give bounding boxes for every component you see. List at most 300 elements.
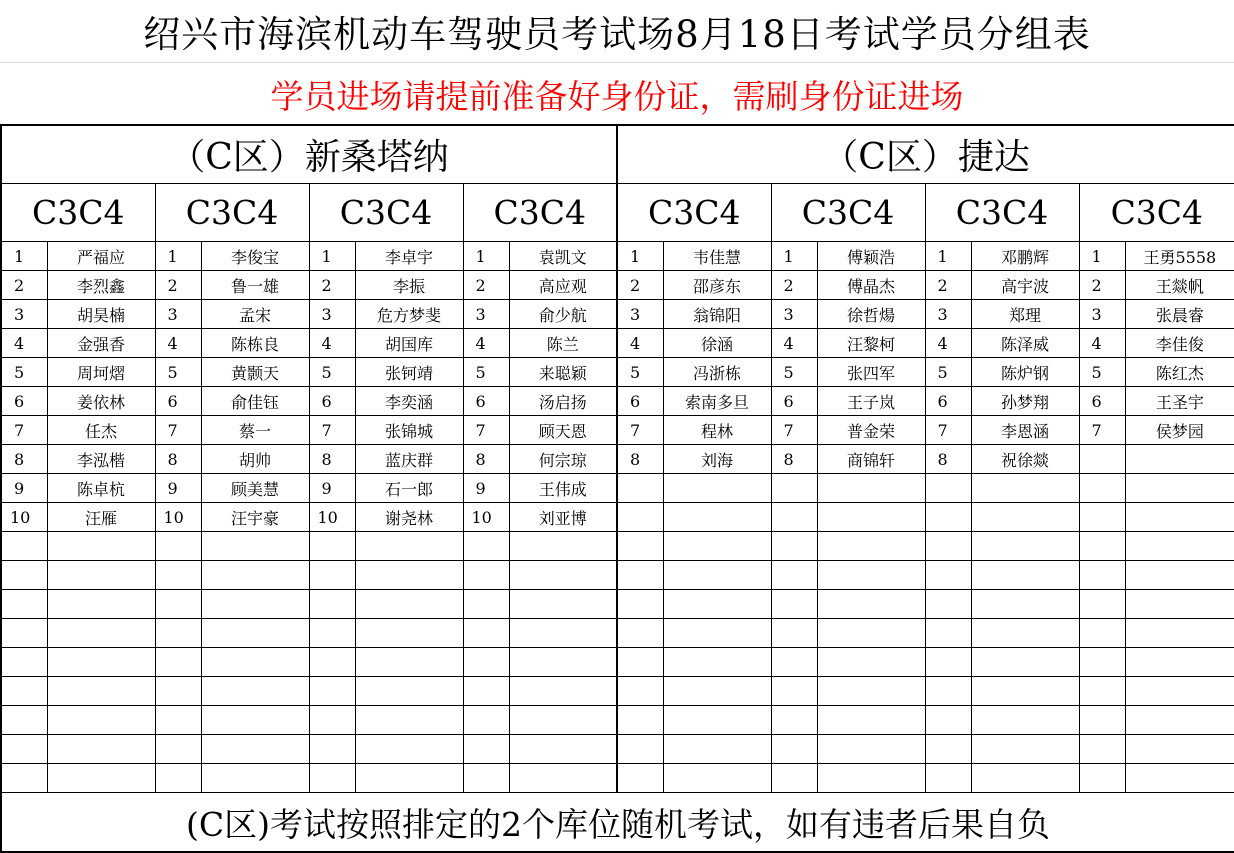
student-name: 李泓楷 [47,445,155,474]
student-name: 汪宇豪 [201,503,309,532]
empty-cell [617,590,663,619]
student-name: 汪黎柯 [817,329,925,358]
empty-cell [925,532,971,561]
empty-cell [155,532,201,561]
empty-cell [663,561,771,590]
empty-cell [663,735,771,764]
empty-cell [663,619,771,648]
empty-cell [509,764,617,793]
seat-number: 8 [925,445,971,474]
seat-number: 2 [463,271,509,300]
empty-cell [47,677,155,706]
student-name: 李振 [355,271,463,300]
empty-cell [1079,532,1125,561]
seat-number: 1 [155,242,201,271]
empty-cell [201,619,309,648]
empty-cell [925,735,971,764]
student-name: 金强香 [47,329,155,358]
seat-number: 2 [1079,271,1125,300]
seat-number: 4 [309,329,355,358]
seat-number: 4 [617,329,663,358]
student-name: 谢尧林 [355,503,463,532]
seat-number: 8 [617,445,663,474]
area-header-jetta: （C区）捷达 [617,125,1234,184]
seat-number: 4 [1,329,47,358]
group-code-header: C3C4 [1079,184,1234,242]
empty-cell [463,532,509,561]
seat-number: 2 [309,271,355,300]
student-name: 傅晶杰 [817,271,925,300]
empty-cell [463,561,509,590]
empty-cell [617,706,663,735]
empty-cell [47,764,155,793]
student-name: 祝徐燚 [971,445,1079,474]
empty-cell [1079,735,1125,764]
empty-cell [925,561,971,590]
empty-cell [1125,648,1234,677]
empty-cell [201,764,309,793]
empty-cell [663,648,771,677]
seat-number: 6 [1,387,47,416]
empty-cell [1,532,47,561]
student-name: 俞佳钰 [201,387,309,416]
empty-cell [817,590,925,619]
empty-cell [925,764,971,793]
seat-number: 7 [1079,416,1125,445]
table-row [1,271,1234,300]
student-name: 顾美慧 [201,474,309,503]
seat-number: 1 [1,242,47,271]
empty-cell [971,532,1079,561]
empty-cell [355,735,463,764]
empty-cell [971,503,1079,532]
seat-number: 7 [309,416,355,445]
empty-cell [925,503,971,532]
table-row [1,358,1234,387]
empty-cell [617,561,663,590]
seat-number: 3 [1,300,47,329]
seat-number: 7 [1,416,47,445]
student-name: 鲁一雄 [201,271,309,300]
empty-cell [1079,764,1125,793]
group-code-header: C3C4 [155,184,309,242]
empty-cell [309,706,355,735]
seat-number: 5 [771,358,817,387]
student-name: 汪雁 [47,503,155,532]
student-name: 危方梦斐 [355,300,463,329]
student-name: 程林 [663,416,771,445]
student-name: 高应观 [509,271,617,300]
empty-cell [155,706,201,735]
student-name: 王子岚 [817,387,925,416]
empty-cell [1125,561,1234,590]
empty-cell [155,764,201,793]
empty-cell [617,474,663,503]
empty-cell [509,532,617,561]
empty-cell [309,677,355,706]
seat-number: 1 [925,242,971,271]
table-row [1,590,1234,619]
student-name: 李佳俊 [1125,329,1234,358]
student-name: 周坷熠 [47,358,155,387]
empty-cell [1079,677,1125,706]
student-name: 李奕涵 [355,387,463,416]
student-name: 韦佳慧 [663,242,771,271]
empty-cell [1125,619,1234,648]
empty-cell [47,706,155,735]
empty-cell [1125,764,1234,793]
empty-cell [1,677,47,706]
student-name: 俞少航 [509,300,617,329]
empty-cell [463,619,509,648]
empty-cell [201,706,309,735]
student-name: 石一郎 [355,474,463,503]
seat-number: 4 [1079,329,1125,358]
empty-cell [509,619,617,648]
empty-cell [817,764,925,793]
grouping-table [0,124,1234,853]
seat-number: 6 [463,387,509,416]
empty-cell [771,619,817,648]
seat-number: 5 [155,358,201,387]
table-row [1,677,1234,706]
student-name: 姜依林 [47,387,155,416]
student-name: 刘海 [663,445,771,474]
empty-cell [463,648,509,677]
student-name: 索南多旦 [663,387,771,416]
page-title: 绍兴市海滨机动车驾驶员考试场8月18日考试学员分组表 [143,13,1091,56]
empty-cell [1,706,47,735]
empty-cell [355,561,463,590]
seat-number: 6 [155,387,201,416]
group-code-header: C3C4 [309,184,463,242]
empty-cell [155,590,201,619]
student-name: 蓝庆群 [355,445,463,474]
student-name: 胡昊楠 [47,300,155,329]
empty-cell [155,561,201,590]
student-name: 陈兰 [509,329,617,358]
empty-cell [201,735,309,764]
empty-cell [509,706,617,735]
seat-number: 5 [1,358,47,387]
student-name: 陈红杰 [1125,358,1234,387]
student-name: 张晨睿 [1125,300,1234,329]
empty-cell [1125,590,1234,619]
empty-cell [971,764,1079,793]
empty-cell [925,706,971,735]
table-row [1,503,1234,532]
seat-number: 1 [1079,242,1125,271]
empty-cell [971,648,1079,677]
empty-cell [663,503,771,532]
empty-cell [201,677,309,706]
seat-number: 8 [155,445,201,474]
empty-cell [925,619,971,648]
empty-cell [617,648,663,677]
seat-number: 5 [1079,358,1125,387]
empty-cell [1079,648,1125,677]
student-name: 袁凯文 [509,242,617,271]
seat-number: 1 [771,242,817,271]
seat-number: 5 [925,358,971,387]
empty-cell [1125,474,1234,503]
seat-number: 1 [617,242,663,271]
empty-cell [817,735,925,764]
area-header-row [1,125,1234,184]
empty-cell [663,764,771,793]
student-name: 王伟成 [509,474,617,503]
empty-cell [155,619,201,648]
empty-cell [817,474,925,503]
table-row [1,735,1234,764]
empty-cell [309,648,355,677]
empty-cell [971,619,1079,648]
empty-cell [663,590,771,619]
empty-cell [817,648,925,677]
empty-cell [971,706,1079,735]
empty-cell [463,735,509,764]
empty-cell [309,764,355,793]
empty-cell [1079,619,1125,648]
table-row [1,445,1234,474]
group-code-header: C3C4 [771,184,925,242]
empty-cell [971,561,1079,590]
table-row [1,474,1234,503]
seat-number: 7 [463,416,509,445]
empty-cell [309,619,355,648]
entry-notice: 学员进场请提前准备好身份证，需刷身份证进场 [0,62,1234,125]
empty-cell [771,648,817,677]
empty-cell [309,532,355,561]
student-name: 黄颢天 [201,358,309,387]
seat-number: 9 [155,474,201,503]
seat-number: 6 [617,387,663,416]
seat-number: 10 [309,503,355,532]
student-name: 胡国库 [355,329,463,358]
empty-cell [1,764,47,793]
empty-cell [47,735,155,764]
student-name: 翁锦阳 [663,300,771,329]
empty-cell [1,561,47,590]
student-name: 普金荣 [817,416,925,445]
empty-cell [663,706,771,735]
table-row [1,764,1234,793]
empty-cell [47,532,155,561]
empty-cell [617,532,663,561]
table-row [1,416,1234,445]
student-name: 徐哲煬 [817,300,925,329]
empty-cell [509,735,617,764]
empty-cell [771,474,817,503]
empty-cell [1125,532,1234,561]
empty-cell [1,735,47,764]
empty-cell [663,532,771,561]
student-name: 高宇波 [971,271,1079,300]
empty-cell [355,648,463,677]
empty-cell [771,706,817,735]
student-name: 李烈鑫 [47,271,155,300]
empty-cell [971,735,1079,764]
seat-number: 2 [1,271,47,300]
seat-number: 9 [463,474,509,503]
seat-number: 10 [463,503,509,532]
seat-number: 7 [771,416,817,445]
seat-number: 10 [1,503,47,532]
student-name: 顾天恩 [509,416,617,445]
group-code-header: C3C4 [463,184,617,242]
table-row [1,706,1234,735]
empty-cell [617,677,663,706]
seat-number: 7 [155,416,201,445]
empty-cell [971,474,1079,503]
empty-cell [201,532,309,561]
student-name: 徐涵 [663,329,771,358]
empty-cell [771,532,817,561]
student-name: 来聪颖 [509,358,617,387]
empty-cell [509,590,617,619]
empty-cell [309,735,355,764]
empty-cell [509,677,617,706]
empty-cell [463,677,509,706]
empty-cell [971,677,1079,706]
table-row [1,532,1234,561]
table-row [1,300,1234,329]
empty-cell [817,677,925,706]
empty-cell [817,706,925,735]
student-name: 孟宋 [201,300,309,329]
empty-cell [463,706,509,735]
empty-cell [617,764,663,793]
student-name: 李卓宇 [355,242,463,271]
group-code-header: C3C4 [925,184,1079,242]
table-row [1,561,1234,590]
student-name: 李俊宝 [201,242,309,271]
seat-number: 3 [617,300,663,329]
seat-number: 9 [1,474,47,503]
student-name: 傅颖浩 [817,242,925,271]
empty-cell [1079,503,1125,532]
student-name: 严福应 [47,242,155,271]
seat-number: 1 [463,242,509,271]
empty-cell [771,590,817,619]
student-name: 胡帅 [201,445,309,474]
empty-cell [817,503,925,532]
student-name: 张锦城 [355,416,463,445]
seat-number: 6 [309,387,355,416]
empty-cell [925,474,971,503]
seat-number: 7 [925,416,971,445]
seat-number: 2 [617,271,663,300]
empty-cell [1079,590,1125,619]
table-row [1,387,1234,416]
student-name: 商锦轩 [817,445,925,474]
seat-number: 3 [155,300,201,329]
student-name: 陈卓杭 [47,474,155,503]
empty-cell [1125,445,1234,474]
empty-cell [925,677,971,706]
empty-cell [47,561,155,590]
empty-cell [355,764,463,793]
table-row [1,619,1234,648]
student-name: 张钶靖 [355,358,463,387]
student-name: 任杰 [47,416,155,445]
group-code-header: C3C4 [617,184,771,242]
empty-cell [47,590,155,619]
seat-number: 4 [925,329,971,358]
empty-cell [201,648,309,677]
empty-cell [1125,503,1234,532]
empty-cell [509,561,617,590]
empty-cell [155,735,201,764]
seat-number: 8 [1,445,47,474]
empty-cell [463,590,509,619]
empty-cell [971,590,1079,619]
empty-cell [771,764,817,793]
empty-cell [771,677,817,706]
empty-cell [47,648,155,677]
empty-cell [355,590,463,619]
student-name: 王勇5558 [1125,242,1234,271]
student-name: 王燚帆 [1125,271,1234,300]
seat-number: 2 [925,271,971,300]
seat-number: 6 [925,387,971,416]
empty-cell [617,735,663,764]
student-name: 陈泽威 [971,329,1079,358]
empty-cell [817,561,925,590]
empty-cell [355,532,463,561]
empty-cell [925,648,971,677]
empty-cell [309,561,355,590]
seat-number: 4 [463,329,509,358]
student-name: 邓鹏辉 [971,242,1079,271]
seat-number: 4 [771,329,817,358]
area-header-santana: （C区）新桑塔纳 [1,125,617,184]
empty-cell [663,474,771,503]
empty-cell [663,677,771,706]
seat-number: 5 [617,358,663,387]
seat-number: 10 [155,503,201,532]
empty-cell [817,619,925,648]
table-row [1,242,1234,271]
table-row [1,329,1234,358]
empty-cell [201,561,309,590]
student-name: 陈栋良 [201,329,309,358]
empty-cell [509,648,617,677]
empty-cell [1079,706,1125,735]
student-name: 孙梦翔 [971,387,1079,416]
empty-cell [617,503,663,532]
seat-number: 2 [155,271,201,300]
empty-cell [1079,561,1125,590]
empty-cell [1079,445,1125,474]
empty-cell [925,590,971,619]
empty-cell [617,619,663,648]
student-name: 王圣宇 [1125,387,1234,416]
empty-cell [771,503,817,532]
footer-warning: (C区)考试按照排定的2个库位随机考试，如有违者后果自负 [1,793,1234,853]
empty-cell [771,735,817,764]
empty-cell [463,764,509,793]
empty-cell [1,590,47,619]
license-code-row [1,184,1234,242]
student-name: 张四军 [817,358,925,387]
empty-cell [47,619,155,648]
empty-cell [1079,474,1125,503]
seat-number: 3 [1079,300,1125,329]
empty-cell [355,677,463,706]
seat-number: 8 [309,445,355,474]
empty-cell [1125,706,1234,735]
